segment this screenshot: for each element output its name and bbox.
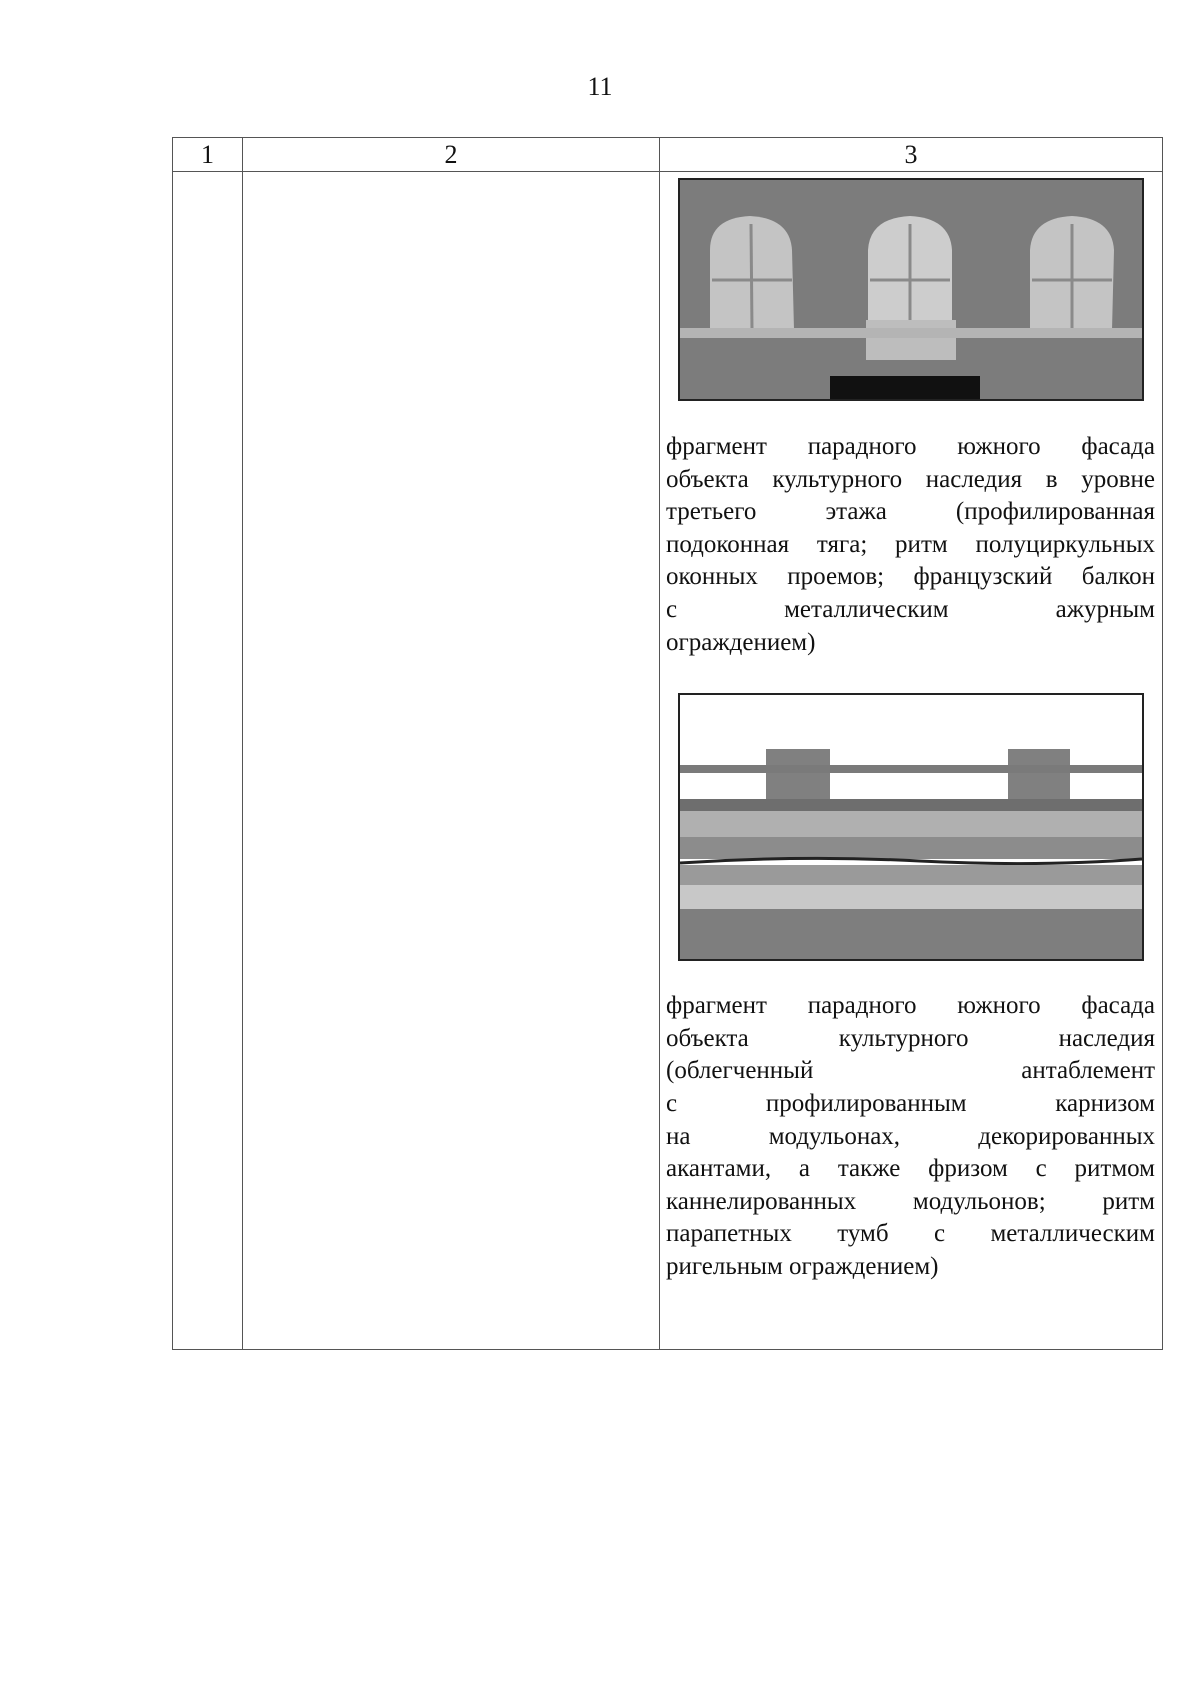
facade-entablature-photo xyxy=(678,693,1144,961)
caption-line: с металлическим ажурным xyxy=(666,595,1155,623)
table-header-row xyxy=(173,138,1163,172)
caption-line: фрагмент парадного южного фасада xyxy=(666,992,1155,1020)
page-number: 11 xyxy=(587,72,613,101)
caption-line: фрагмент парадного южного фасада xyxy=(666,433,1155,460)
caption-line: каннелированных модульонов; ритм xyxy=(666,1187,1155,1215)
caption-line: акантами, а также фризом с ритмом xyxy=(666,1155,1155,1183)
caption-line: третьего этажа (профилированная xyxy=(666,498,1155,526)
photo-caption-2 xyxy=(666,990,1156,1283)
photo-caption-1 xyxy=(666,431,1156,659)
document-table xyxy=(172,137,1163,1350)
caption-line: объекта культурного наследия xyxy=(666,1024,1155,1052)
caption-line: ограждением) xyxy=(666,628,816,656)
header-cell-2: 2 xyxy=(243,138,660,172)
cell-col3 xyxy=(660,172,1163,1350)
header-cell-3: 3 xyxy=(660,138,1163,172)
cell-col2 xyxy=(243,172,660,1350)
caption-line: на модульонах, декорированных xyxy=(666,1122,1155,1150)
table-row xyxy=(173,172,1163,1350)
caption-line: с профилированным карнизом xyxy=(666,1089,1155,1117)
facade-windows-photo xyxy=(678,178,1144,401)
header-cell-1: 1 xyxy=(173,138,243,172)
caption-line: ригельным ограждением) xyxy=(666,1252,939,1280)
caption-line: парапетных тумб с металлическим xyxy=(666,1220,1155,1248)
caption-line: объекта культурного наследия в уровне xyxy=(666,465,1155,493)
caption-line: (облегченный антаблемент xyxy=(666,1057,1155,1085)
caption-line: оконных проемов; французский балкон xyxy=(666,563,1155,591)
caption-line: подоконная тяга; ритм полуциркульных xyxy=(666,530,1155,558)
cell-col1 xyxy=(173,172,243,1350)
